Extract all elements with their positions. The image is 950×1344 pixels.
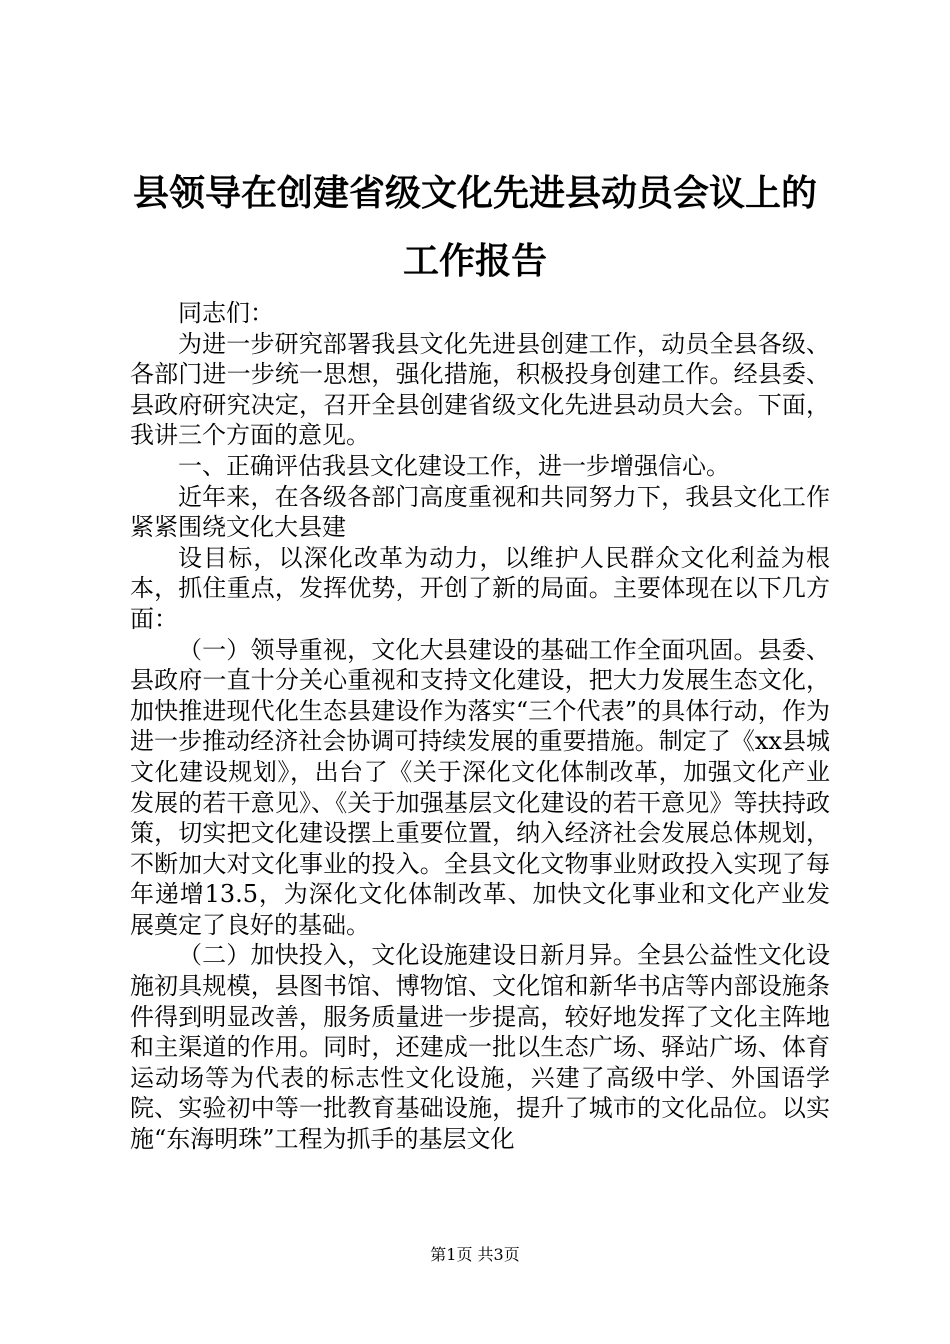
document-title: 县领导在创建省级文化先进县动员会议上的工作报告: [132, 173, 817, 282]
paragraph-item-1: （一）领导重视，文化大县建设的基础工作全面巩固。县委、县政府一直十分关心重视和支持文化建设，把大力发展生态文化，加快推进现代化生态县建设作为落实“三个代表”的具体行动，作为进一步推动经济社会协调可持续发展的重要措施。制定了《xx县城文化建设规划》，出台了《关于深化文化体制改革，加强文化产业发展的若干意见》、《关于加强基层文化建设的若干意见》等扶持政策，切实把文化建设摆上重要位置，纳入经济社会发展总体规划，不断加大对文化事业的投入。全县文化文物事业财政投入实现了每年递增13.5，为深化文化体制改革、加快文化事业和文化产业发展奠定了良好的基础。: [130, 635, 830, 939]
section-heading-1: 一、正确评估我县文化建设工作，进一步增强信心。: [178, 451, 730, 480]
page-footer: 第1页 共3页: [430, 1245, 520, 1264]
paragraph-salutation: 同志们：: [178, 299, 274, 327]
paragraph-item-2: （二）加快投入，文化设施建设日新月异。全县公益性文化设施初具规模，县图书馆、博物馆、文化馆和新华书店等内部设施条件得到明显改善，服务质量进一步提高，较好地发挥了文化主阵地和主渠道的作用。同时，还建成一批以生态广场、驿站广场、体育运动场等为代表的标志性文化设施，兴建了高级中学、外国语学院、实验初中等一批教育基础设施，提升了城市的文化品位。以实施“东海明珠”工程为抓手的基层文化: [130, 941, 830, 1154]
paragraph-recent-years: 近年来，在各级各部门高度重视和共同努力下，我县文化工作紧紧围绕文化大县建: [130, 482, 830, 542]
paragraph-goals: 设目标，以深化改革为动力，以维护人民群众文化利益为根本，抓住重点，发挥优势，开创了新的局面。主要体现在以下几方面：: [130, 543, 830, 633]
paragraph-intro: 为进一步研究部署我县文化先进县创建工作，动员全县各级、各部门进一步统一思想，强化措施，积极投身创建工作。经县委、县政府研究决定，召开全县创建省级文化先进县动员大会。下面，我讲三个方面的意见。: [130, 329, 830, 450]
document-body: [130, 298, 830, 1155]
